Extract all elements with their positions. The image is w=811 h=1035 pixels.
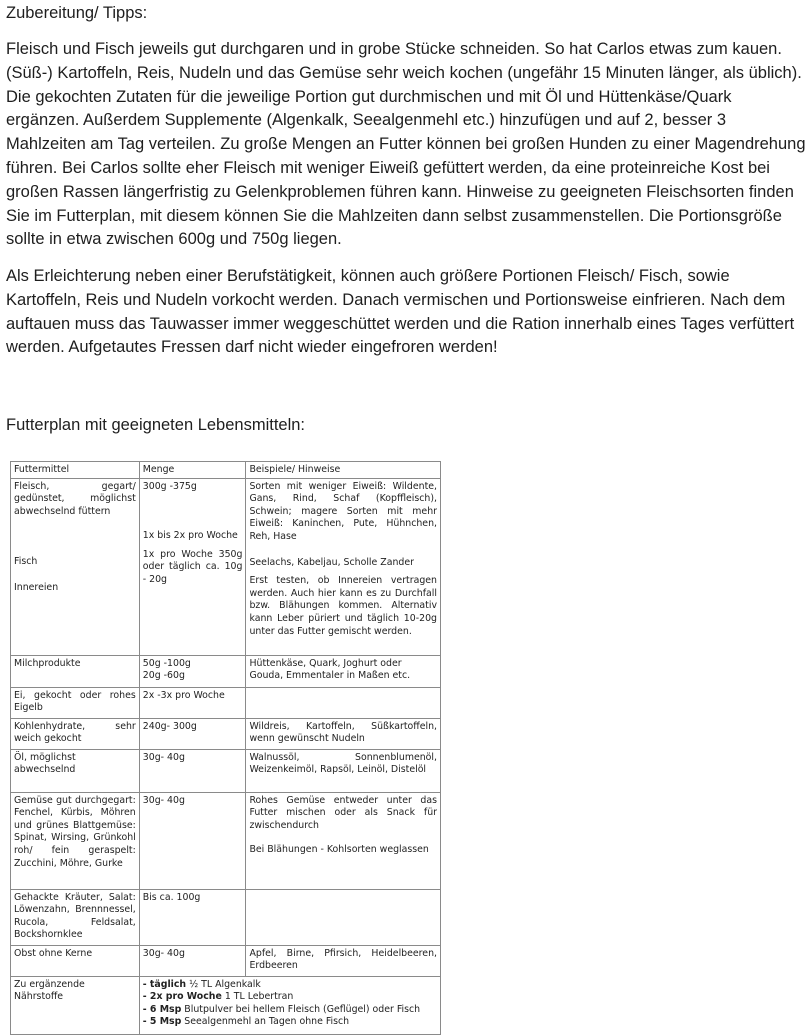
feeding-plan-heading: Futterplan mit geeigneten Lebensmitteln: xyxy=(6,416,306,434)
supplement-line xyxy=(143,1016,437,1029)
supplements-cell xyxy=(139,976,440,1034)
table-row xyxy=(11,792,441,889)
amount-cell xyxy=(139,478,246,655)
notes-cell xyxy=(246,889,441,945)
food-item: Fleisch, gegart/ gedünstet, möglichst abwechselnd füttern xyxy=(14,480,136,517)
food-item: Innereien xyxy=(14,581,59,593)
amount-value: 1x pro Woche 350g oder täglich ca. 10g - 20g xyxy=(142,548,243,585)
supplement-frequency: - 2x pro Woche xyxy=(142,991,222,1003)
supplement-line xyxy=(143,991,437,1004)
notes-cell xyxy=(246,687,441,718)
table-row xyxy=(11,655,441,687)
amount-cell: 240g- 300g xyxy=(139,718,246,749)
supplement-frequency: - täglich xyxy=(142,978,187,990)
supplement-frequency: - 6 Msp xyxy=(142,1003,182,1015)
preparation-paragraph: Fleisch und Fisch jeweils gut durchgaren und in grobe Stücke schneiden. So hat Carlos etwas zum kauen. (Süß-) Kartoffeln, Reis, Nudeln und das Gemüse sehr weich kochen (ungefähr 15 Minuten länger, als üblich). Die gekochten Zutaten für die jeweilige Portion gut durchmischen und mit Öl und Hüttenkäse/Quark ergänzen. Außerdem Supplemente (Algenkalk, Seealgenmehl etc.) hinzufügen und auf 2, besser 3 Mahlzeiten am Tag verteilen. Zu große Mengen an Futter können bei großen Hunden zu einer Magendrehung führen. Bei Carlos sollte eher Fleisch mit weniger Eiweiß gefüttert werden, da eine proteinreiche Kost bei großen Rassen längerfristig zu Gelenkproblemen führen kann. Hinweise zu geeigneten Fleischsorten finden Sie im Futterplan, mit diesem können Sie die Mahlzeiten dann selbst zusammenstellen. Die Portionsgröße sollte in etwa zwischen 600g und 750g liegen. xyxy=(6,40,806,249)
food-cell: Milchprodukte xyxy=(11,655,140,687)
notes-cell xyxy=(246,478,441,655)
note-text: Sorten mit weniger Eiweiß: Wildente, Gans, Rind, Schaf (Kopffleisch), Schwein; magere Sorten mit mehr Eiweiß: Kaninchen, Pute, Hühnchen, Reh, Hase xyxy=(249,480,437,542)
food-item: Fisch xyxy=(14,556,38,568)
table-header-row xyxy=(11,462,441,479)
food-cell: Kohlenhydrate, sehr weich gekocht xyxy=(11,718,140,749)
food-cell xyxy=(11,478,140,655)
amount-cell: 30g- 40g xyxy=(139,945,246,976)
header-cell: Menge xyxy=(139,462,246,479)
table-row xyxy=(11,749,441,792)
section-heading: Zubereitung/ Tipps: xyxy=(6,4,148,22)
food-cell: Gehackte Kräuter, Salat: Löwenzahn, Brennnessel, Rucola, Feldsalat, Bockshornklee xyxy=(11,889,140,945)
food-cell: Gemüse gut durchgegart: Fenchel, Kürbis, Möhren und grünes Blattgemüse: Spinat, Wirsing, Grünkohl roh/ fein geraspelt: Zucchini, Möhre, Gurke xyxy=(11,792,140,889)
food-cell: Obst ohne Kerne xyxy=(11,945,140,976)
amount-value: 300g -375g xyxy=(142,480,197,492)
food-cell: Öl, möglichst abwechselnd xyxy=(11,749,140,792)
note-text: Erst testen, ob Innereien vertragen werden. Auch hier kann es zu Durchfall bzw. Blähungen kommen. Alternativ kann Leber püriert und täglich 10-20g unter das Futter gemischt werden. xyxy=(249,575,437,637)
notes-cell xyxy=(246,792,441,889)
feeding-plan-table xyxy=(10,461,441,1035)
note-text: Bei Blähungen - Kohlsorten weglassen xyxy=(249,844,429,856)
supplement-text: Blutpulver bei hellem Fleisch (Geflügel) oder Fisch xyxy=(181,1003,421,1015)
amount-cell: 30g- 40g xyxy=(139,792,246,889)
amount-cell: 2x -3x pro Woche xyxy=(139,687,246,718)
notes-cell: Apfel, Birne, Pfirsich, Heidelbeeren, Erdbeeren xyxy=(246,945,441,976)
notes-cell: Hüttenkäse, Quark, Joghurt oder Gouda, Emmentaler in Maßen etc. xyxy=(246,655,441,687)
supplement-frequency: - 5 Msp xyxy=(142,1016,182,1028)
header-cell: Beispiele/ Hinweise xyxy=(246,462,441,479)
supplement-text: Seealgenmehl an Tagen ohne Fisch xyxy=(181,1016,350,1028)
supplement-line xyxy=(143,1004,437,1017)
amount-cell: 50g -100g 20g -60g xyxy=(139,655,246,687)
table-row xyxy=(11,889,441,945)
supplement-line xyxy=(143,979,437,992)
table-row xyxy=(11,976,441,1034)
note-text: Seelachs, Kabeljau, Scholle Zander xyxy=(249,556,414,568)
header-cell: Futtermittel xyxy=(11,462,140,479)
table-row xyxy=(11,687,441,718)
food-cell: Ei, gekocht oder rohes Eigelb xyxy=(11,687,140,718)
table-row xyxy=(11,718,441,749)
supplement-text: ½ TL Algenkalk xyxy=(186,978,261,990)
table-row xyxy=(11,478,441,655)
amount-cell: Bis ca. 100g xyxy=(139,889,246,945)
amount-cell: 30g- 40g xyxy=(139,749,246,792)
note-text: Rohes Gemüse entweder unter das Futter mischen oder als Snack für zwischendurch xyxy=(249,794,437,831)
notes-cell: Walnussöl, Sonnenblumenöl, Weizenkeimöl, Rapsöl, Leinöl, Distelöl xyxy=(246,749,441,792)
supplement-text: 1 TL Lebertran xyxy=(221,991,294,1003)
food-cell: Zu ergänzende Nährstoffe xyxy=(11,976,140,1034)
amount-value: 1x bis 2x pro Woche xyxy=(142,530,238,542)
notes-cell: Wildreis, Kartoffeln, Süßkartoffeln, wenn gewünscht Nudeln xyxy=(246,718,441,749)
table-row xyxy=(11,945,441,976)
freezing-paragraph: Als Erleichterung neben einer Berufstätigkeit, können auch größere Portionen Fleisch/ Fisch, sowie Kartoffeln, Reis und Nudeln vorkocht werden. Danach vermischen und Portionsweise einfrieren. Nach dem auftauen muss das Tauwasser immer weggeschüttet werden und die Ration innerhalb eines Tages verfüttert werden. Aufgetautes Fressen darf nicht wieder eingefroren werden! xyxy=(6,267,795,357)
